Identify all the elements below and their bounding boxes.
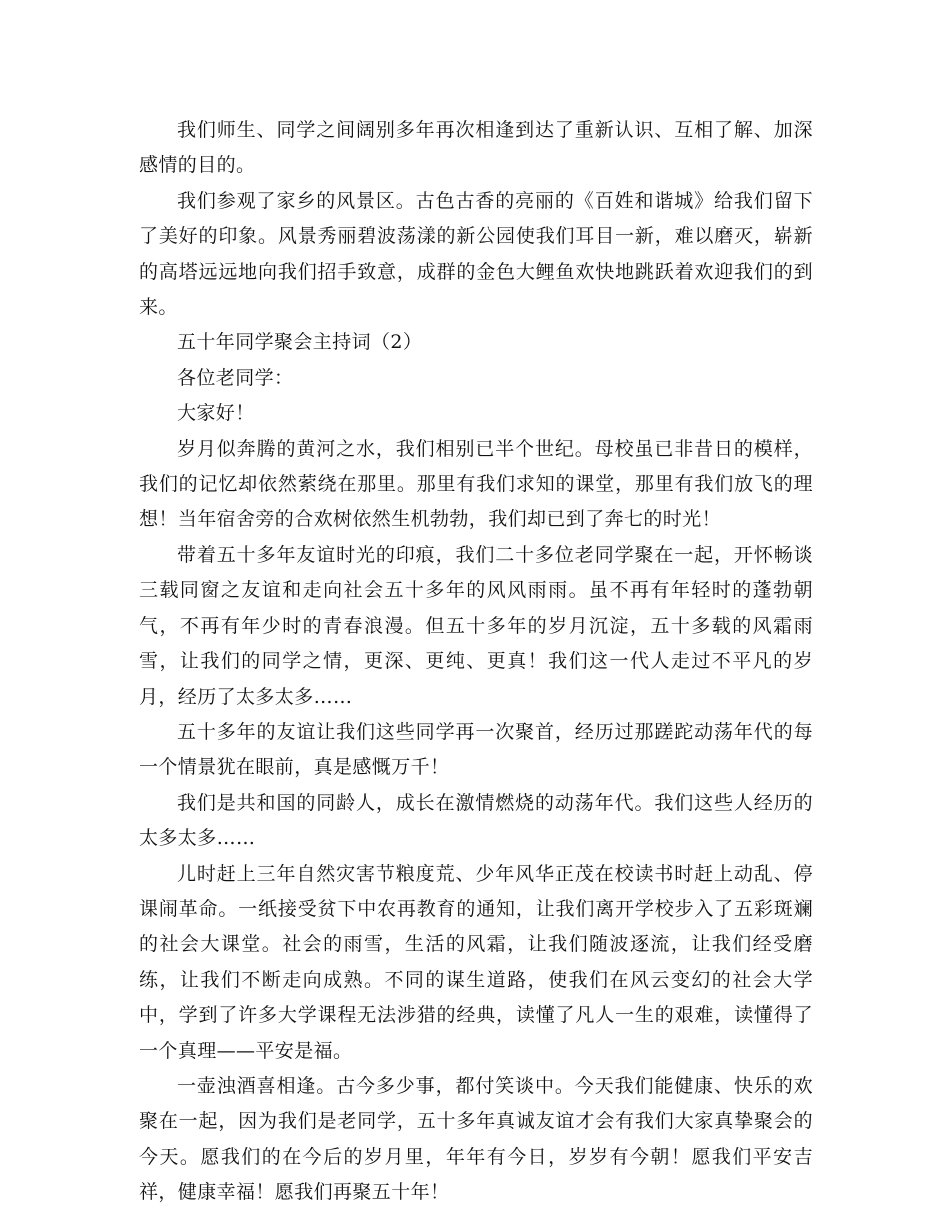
paragraph-scenic-visit: 我们参观了家乡的风景区。古色古香的亮丽的《百姓和谐城》给我们留下了美好的印象。风景秀丽碧波荡漾的新公园使我们耳目一新，难以磨灭，崭新的高塔远远地向我们招手致意，成群的金色大鲤鱼欢快地跳跃着欢迎我们的到来。 (139, 189, 813, 319)
section-heading: 五十年同学聚会主持词（2） (177, 331, 423, 354)
paragraph-childhood: 儿时赶上三年自然灾害节粮度荒、少年风华正茂在校读书时赶上动乱、停课闹革命。一纸接受贫下中农再教育的通知，让我们离开学校步入了五彩斑斓的社会大课堂。社会的雨雪，生活的风霜，让我们随波逐流，让我们经受磨练，让我们不断走向成熟。不同的谋生道路，使我们在风云变幻的社会大学中，学到了许多大学课程无法涉猎的经典，读懂了凡人一生的艰难，读懂得了一个真理——平安是福。 (139, 862, 813, 1062)
paragraph-years-passed: 岁月似奔腾的黄河之水，我们相别已半个世纪。母校虽已非昔日的模样，我们的记忆却依然萦绕在那里。那里有我们求知的课堂，那里有我们放飞的理想！当年宿舍旁的合欢树依然生机勃勃，我们却已到了奔七的时光！ (139, 437, 813, 531)
paragraph-reunion-again: 五十多年的友谊让我们这些同学再一次聚首，经历过那蹉跎动荡年代的每一个情景犹在眼前，真是感慨万千！ (139, 720, 813, 779)
greeting: 大家好！ (177, 402, 255, 425)
paragraph-closing-wishes: 一壶浊酒喜相逢。古今多少事，都付笑谈中。今天我们能健康、快乐的欢聚在一起，因为我们是老同学，五十多年真诚友谊才会有我们大家真挚聚会的今天。愿我们的在今后的岁月里，年年有今日，岁岁有今朝！愿我们平安吉祥，健康幸福！愿我们再聚五十年！ (139, 1074, 813, 1204)
paragraph-reunion-purpose: 我们师生、同学之间阔别多年再次相逢到达了重新认识、互相了解、加深感情的目的。 (139, 119, 813, 177)
paragraph-friendship: 带着五十多年友谊时光的印痕，我们二十多位老同学聚在一起，开怀畅谈三载同窗之友谊和走向社会五十多年的风风雨雨。虽不再有年轻时的蓬勃朝气，不再有年少时的青春浪漫。但五十多年的岁月沉淀，五十多载的风霜雨雪，让我们的同学之情，更深、更纯、更真！我们这一代人走过不平凡的岁月，经历了太多太多…… (139, 543, 813, 708)
document-body (139, 113, 813, 1211)
paragraph-same-age: 我们是共和国的同龄人，成长在激情燃烧的动荡年代。我们这些人经历的太多太多…… (139, 791, 813, 850)
salutation: 各位老同学： (177, 366, 294, 389)
